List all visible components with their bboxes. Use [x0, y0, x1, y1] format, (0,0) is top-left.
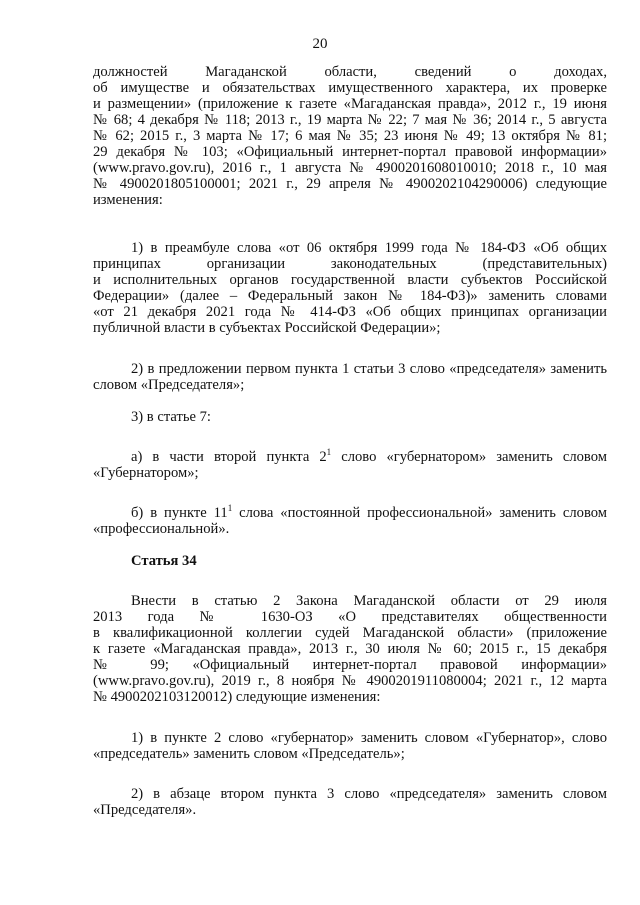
line-text: к газете «Магаданская правда», 2013 г., 30 июля № 60; 2015 г., 15 декабря	[93, 641, 607, 657]
line-text: № 4900201805100001; 2021 г., 29 апреля № 4900202104290006) следующие	[93, 176, 607, 192]
text-line	[93, 465, 607, 481]
text-line	[93, 802, 607, 818]
text-line	[93, 625, 607, 641]
line-text: принципах организации законодательных (представительных)	[93, 256, 607, 272]
text-line	[131, 449, 607, 465]
text-line	[93, 176, 607, 192]
line-text: 1) в пункте 2 слово «губернатор» заменить словом «Губернатор», слово	[131, 730, 607, 746]
line-text: 3) в статье 7:	[131, 409, 211, 425]
text-line	[131, 730, 607, 746]
line-text: № 68; 4 декабря № 118; 2013 г., 19 марта № 22; 7 мая № 36; 2014 г., 5 августа	[93, 112, 607, 128]
line-text: б) в пункте 11	[131, 505, 228, 521]
line-text: 2) в предложении первом пункта 1 статьи 3 слово «председателя» заменить	[131, 361, 607, 377]
line-text: должностей Магаданской области, сведений о доходах,	[93, 64, 607, 80]
line-text: об имуществе и обязательствах имущественного характера, их проверке	[93, 80, 607, 96]
line-text: Внести в статью 2 Закона Магаданской области от 29 июля	[131, 593, 607, 609]
text-line	[93, 272, 607, 288]
line-text: а) в части второй пункта 2	[131, 449, 327, 465]
line-text: «от 21 декабря 2021 года № 414-ФЗ «Об общих принципах организации	[93, 304, 607, 320]
line-text: «председатель» заменить словом «Председатель»;	[93, 746, 405, 762]
line-text: 1) в преамбуле слова «от 06 октября 1999 года № 184-ФЗ «Об общих	[131, 240, 607, 256]
line-text: «профессиональной».	[93, 521, 230, 537]
line-text: 2) в абзаце втором пункта 3 слово «председателя» заменить словом	[131, 786, 607, 802]
line-text-cont: слова «постоянной профессиональной» заменить словом	[232, 505, 607, 521]
text-line	[93, 288, 607, 304]
line-text: и размещении» (приложение к газете «Магаданская правда», 2012 г., 19 июня	[93, 96, 607, 112]
line-text: № 99; «Официальный интернет-портал правовой информации»	[93, 657, 607, 673]
text-line	[93, 673, 607, 689]
text-line	[93, 64, 607, 80]
text-line	[93, 689, 607, 705]
line-text: «Губернатором»;	[93, 465, 199, 481]
text-line	[131, 361, 607, 377]
text-line	[131, 240, 607, 256]
text-line	[93, 112, 607, 128]
line-text: и исполнительных органов государственной власти субъектов Российской	[93, 272, 607, 288]
line-text: в квалификационной коллегии судей Магаданской области» (приложение	[93, 625, 607, 641]
text-line	[93, 256, 607, 272]
text-line	[131, 505, 607, 521]
text-line	[131, 593, 607, 609]
text-line	[131, 409, 607, 425]
text-line	[93, 128, 607, 144]
line-text: № 4900202103120012) следующие изменения:	[93, 689, 381, 705]
text-line	[93, 657, 607, 673]
text-line	[93, 80, 607, 96]
text-line	[93, 160, 607, 176]
line-text: 2013 года № 1630-ОЗ «О представителях общественности	[93, 609, 607, 625]
line-text: «Председателя».	[93, 802, 197, 818]
line-text: № 62; 2015 г., 3 марта № 17; 6 мая № 35; 23 июня № 49; 13 октября № 81;	[93, 128, 607, 144]
text-line	[93, 144, 607, 160]
line-text: изменения:	[93, 192, 163, 208]
superscript: 1	[227, 503, 233, 514]
line-text: (www.pravo.gov.ru), 2019 г., 8 ноября № 4900201911080004; 2021 г., 12 марта	[93, 673, 607, 689]
text-line	[93, 377, 607, 393]
text-line	[93, 521, 607, 537]
text-line	[93, 192, 607, 208]
text-line	[131, 786, 607, 802]
text-line	[93, 609, 607, 625]
line-text: словом «Председателя»;	[93, 377, 245, 393]
line-text: (www.pravo.gov.ru), 2016 г., 1 августа № 4900201608010010; 2018 г., 10 мая	[93, 160, 607, 176]
text-line	[93, 320, 607, 336]
text-line	[93, 746, 607, 762]
superscript: 1	[326, 447, 332, 458]
text-line	[93, 304, 607, 320]
line-text-cont: слово «губернатором» заменить словом	[331, 449, 607, 465]
line-text: 29 декабря № 103; «Официальный интернет-портал правовой информации»	[93, 144, 607, 160]
page-number: 20	[312, 36, 328, 52]
text-line	[93, 96, 607, 112]
line-text: публичной власти в субъектах Российской Федерации»;	[93, 320, 441, 336]
line-text: Статья 34	[131, 553, 197, 569]
text-line	[93, 641, 607, 657]
line-text: Федерации» (далее – Федеральный закон № 184-ФЗ)» заменить словами	[93, 288, 607, 304]
article-heading	[131, 553, 607, 569]
